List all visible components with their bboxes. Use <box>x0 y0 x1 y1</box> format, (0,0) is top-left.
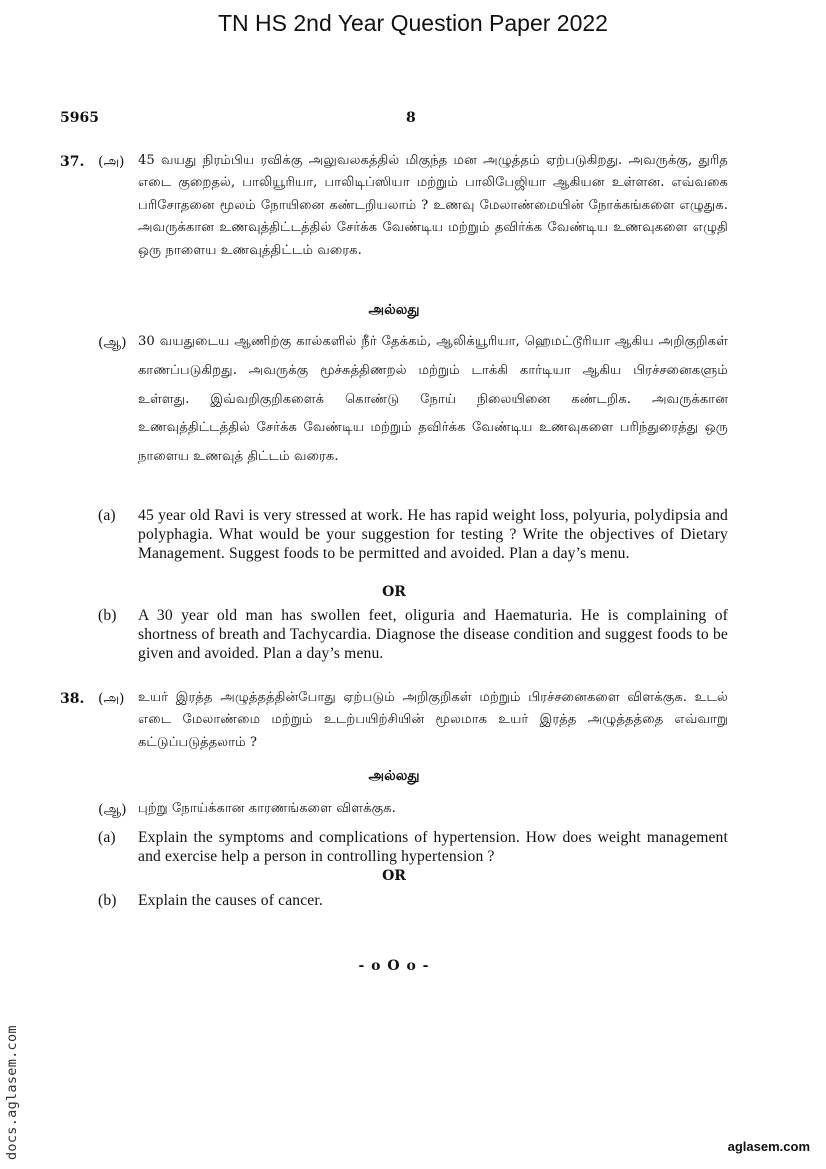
q37-a-tamil-marker: (அ) <box>98 154 125 170</box>
q38-b-english-text: Explain the causes of cancer. <box>138 892 323 909</box>
page-number: 8 <box>406 110 416 126</box>
end-of-paper-mark: - o O o - <box>358 958 430 974</box>
q38-a-english-text: Explain the symptoms and complications of hypertension. How does weight management and exercise help a person in controlling hypertension ? <box>138 829 728 865</box>
q38-b-english-marker: (b) <box>98 892 117 909</box>
page-banner-title: TN HS 2nd Year Question Paper 2022 <box>218 10 608 36</box>
q38-b-tamil-text: புற்று நோய்க்கான காரணங்களை விளக்குக. <box>138 801 396 816</box>
q38-or-english: OR <box>382 868 406 884</box>
q38-a-english-marker: (a) <box>98 829 116 846</box>
q37-a-tamil-text: 45 வயது நிரம்பிய ரவிக்கு அலுவலகத்தில் மிகுந்த மன அழுத்தம் ஏற்படுகிறது. அவருக்கு, துரித எடை குறைதல், பாலியூரியா, பாலிடிப்ஸியா மற்றும் பாலிபேஜியா ஆகியன உள்ளன. எவ்வகை பரிசோதனை மூலம் நோயினை கண்டறியலாம் ? உணவு மேலாண்மையின் நோக்கங்களை எழுதுக. அவருக்கான உணவுத்திட்டத்தில் சேர்க்க வேண்டிய மற்றும் தவிர்க்க வேண்டிய உணவுகளை எழுதி ஒரு நாளைய உணவுத்திட்டம் வரைக. <box>138 153 728 258</box>
q38-b-tamil-marker: (ஆ) <box>98 802 127 818</box>
paper-code: 5965 <box>60 110 99 126</box>
question-number-37: 37. <box>60 154 85 170</box>
q37-a-english-text: 45 year old Ravi is very stressed at work. He has rapid weight loss, polyuria, polydipsia and polyphagia. What would be your suggestion for testing ? Write the objectives of Dietary Management. Suggest foods to be permitted and avoided. Plan a day’s menu. <box>138 507 728 562</box>
q37-b-tamil-marker: (ஆ) <box>98 335 127 351</box>
footer-watermark: aglasem.com <box>727 1139 810 1154</box>
q38-a-tamil-marker: (அ) <box>98 691 125 707</box>
q37-or-english: OR <box>382 584 406 600</box>
q37-b-tamil-text: 30 வயதுடைய ஆணிற்கு கால்களில் நீர் தேக்கம், ஆலிக்யூரியா, ஹெமட்டூரியா ஆகிய அறிகுறிகள் காணப்படுகிறது. அவருக்கு மூச்சுத்திணறல் மற்றும் டாக்கி கார்டியா ஆகிய பிரச்சனைகளும் உள்ளது. இவ்வறிகுறிகளைக் கொண்டு நோய் நிலையினை கண்டறிக. அவருக்கான உணவுத்திட்டத்தில் சேர்க்க வேண்டிய மற்றும் தவிர்க்க வேண்டிய உணவுகளை பரிந்துரைத்து ஒரு நாளைய உணவுத் திட்டம் வரைக. <box>138 334 728 465</box>
q38-a-tamil-text: உயர் இரத்த அழுத்தத்தின்போது ஏற்படும் அறிகுறிகள் மற்றும் பிரச்சனைகளை விளக்குக. உடல் எடை மேலாண்மை மற்றும் உடற்பயிற்சியின் மூலமாக உயர் இரத்த அழுத்தத்தை எவ்வாறு கட்டுப்படுத்தலாம் ? <box>138 690 728 750</box>
q37-a-english-marker: (a) <box>98 507 116 524</box>
question-number-38: 38. <box>60 691 85 707</box>
side-watermark: docs.aglasem.com <box>4 1025 20 1160</box>
q37-b-english-text: A 30 year old man has swollen feet, oliguria and Haematuria. He is complaining of shortness of breath and Tachycardia. Diagnose the disease condition and suggest foods to be given and avoided. Plan a day’s menu. <box>138 607 728 662</box>
q37-or-tamil: அல்லது <box>368 302 420 318</box>
q37-b-english-marker: (b) <box>98 607 117 624</box>
q38-or-tamil: அல்லது <box>368 768 420 784</box>
